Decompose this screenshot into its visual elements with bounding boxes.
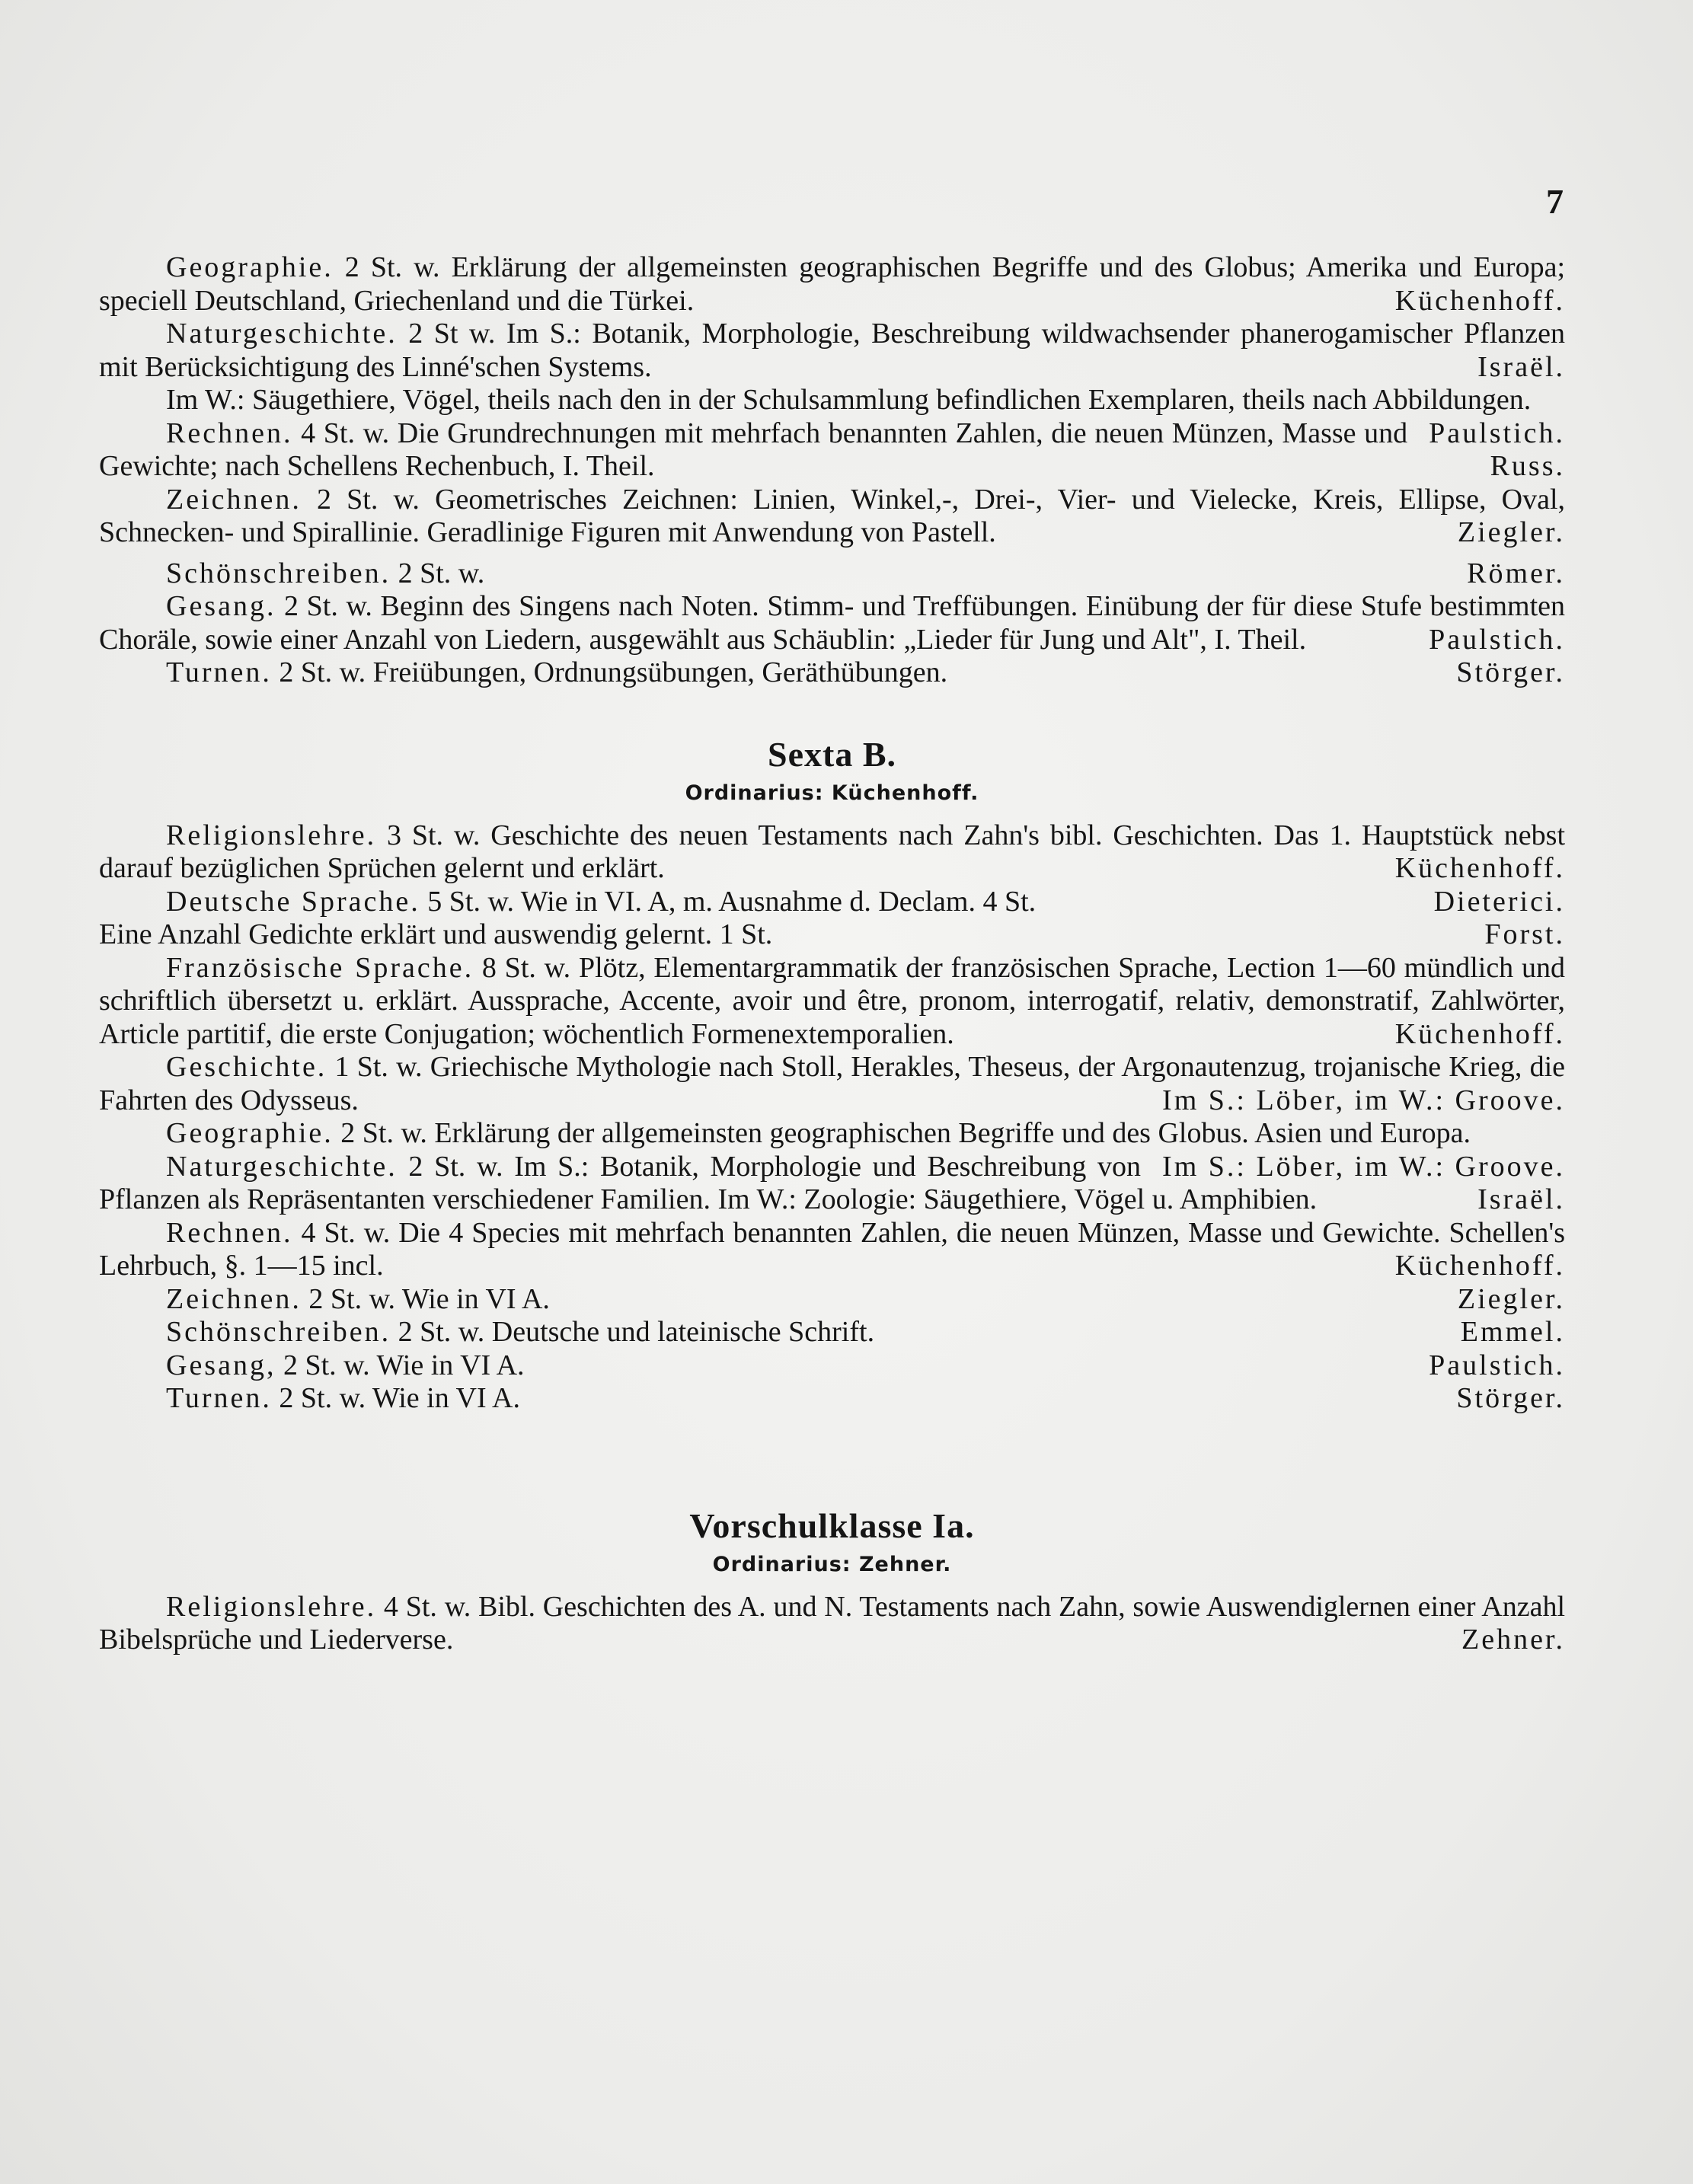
entry-turnen [99,656,1565,690]
teacher-name: Paulstich. [1429,1349,1565,1381]
entry-text: 2 St. w. Wie in VI A. [301,1282,550,1315]
subject-label: Zeichnen. [166,1282,302,1315]
teacher-name: Israël. [1477,350,1565,383]
section-vorschulklasse-ia [99,1591,1565,1657]
block-continued [99,251,1565,690]
section-heading-vorschulklasse-ia: Vorschulklasse Ia. [689,1505,975,1545]
entry-text: 2 St. w. Freiübungen, Ordnungsübungen, Geräthübungen. [271,656,948,688]
section-heading-sexta-b: Sexta B. [768,734,896,774]
subject-label: Französische Sprache. [166,951,474,984]
entry-rechnen [99,1217,1565,1283]
entry-text: 2 St. w. Erklärung der allgemeinsten geographischen Begriffe und des Globus. Asien und Europa. [333,1117,1471,1149]
teacher-name: Forst. [1484,918,1565,950]
teacher-name: Israël. [1477,1183,1565,1215]
entry-gesang [99,1349,1565,1383]
teacher-name: Russ. [1490,450,1565,482]
entry-franzoesische-sprache [99,952,1565,1052]
teacher-name: Paulstich. [1429,623,1565,656]
page-body [99,251,1565,1657]
entry-text: 4 St. w. Die 4 Species mit mehrfach benannten Zahlen, die neuen Münzen, Masse und Gewichte. Schellen's Lehrbuch, §. 1—15 incl. [99,1216,1565,1282]
entry-text: 1 St. w. Griechische Mythologie nach Stoll, Herakles, Theseus, der Argonautenzug, trojanische Krieg, die Fahrten des Odysseus. [99,1051,1565,1116]
entry-zeichnen [99,1283,1565,1317]
teacher-name: Römer. [1467,557,1565,589]
entry-religionslehre [99,819,1565,886]
page-number: 7 [1546,182,1564,221]
subject-label: Rechnen. [166,417,293,449]
teacher-name: Störger. [1456,1382,1565,1414]
subject-label: Deutsche Sprache. [166,885,420,918]
subject-label: Naturgeschichte. [166,318,398,350]
entry-text: Im W.: Säugethiere, Vögel, theils nach den in der Schulsammlung befindlichen Exemplaren, theils nach Abbildungen. [166,384,1532,416]
teacher-name: Im S.: Löber, im W.: Groove. [1162,1084,1565,1116]
subject-label: Geographie. [166,1117,334,1149]
entry-text: 3 St. w. Geschichte des neuen Testaments nach Zahn's bibl. Geschichten. Das 1. Hauptstück nebst darauf bezüglichen Sprüchen gelernt und erklärt. [99,819,1565,884]
entry-text: Eine Anzahl Gedichte erklärt und auswendig gelernt. 1 St. [99,918,773,950]
entry-text: 2 St. w. Wie in VI A. [271,1382,520,1414]
ordinarius-sexta-b: Ordinarius: Küchenhoff. [685,781,979,805]
entry-text: 4 St. w. Bibl. Geschichten des A. und N. Testaments nach Zahn, sowie Auswendiglernen einer Anzahl Bibelsprüche und Liederverse. [99,1590,1565,1656]
entry-text: 5 St. w. Wie in VI. A, m. Ausnahme d. Declam. 4 St. [420,885,1037,918]
entry-geschichte [99,1051,1565,1117]
entry-text: 2 St. w. [391,557,485,589]
subject-label: Turnen. [166,656,272,688]
ordinarius-vorschulklasse-ia: Ordinarius: Zehner. [712,1552,952,1576]
teacher-name: Küchenhoff. [1394,852,1565,884]
entry-schoenschreiben [99,557,1565,591]
subject-label: Religionslehre. [166,1590,377,1623]
entry-gesang [99,590,1565,656]
entry-text: 8 St. w. Plötz, Elementargrammatik der französischen Sprache, Lection 1—60 mündlich und schriftlich übersetzt u. erklärt. Aussprache, Accente, avoir und être, pronom, interrogatif, relativ, demonstratif, Zahlwörter, Article partitif, die erste Conjugation; wöchentlich Formenextemporalien. [99,951,1565,1050]
teacher-name: Emmel. [1460,1316,1565,1348]
section-sexta-b [99,819,1565,1416]
subject-label: Gesang, [166,1349,276,1381]
subject-label: Geschichte. [166,1051,327,1083]
entry-deutsche-sprache-gedichte [99,918,1565,952]
teacher-name: Ziegler. [1457,516,1565,548]
teacher-name: Dieterici. [1433,885,1565,918]
teacher-name: Paulstich. [1429,417,1565,449]
teacher-name: Küchenhoff. [1394,1250,1565,1282]
teacher-name: Im S.: Löber, im W.: Groove. [1162,1150,1565,1183]
subject-label: Schönschreiben. [166,1316,391,1348]
entry-text: 2 St. w. Deutsche und lateinische Schrift. [391,1316,875,1348]
teacher-name: Küchenhoff. [1394,284,1565,317]
entry-religionslehre [99,1591,1565,1657]
entry-naturgeschichte [99,318,1565,384]
subject-label: Geographie. [166,251,334,283]
subject-label: Turnen. [166,1382,272,1414]
entry-turnen [99,1382,1565,1416]
spacer [99,550,1565,557]
teacher-name: Störger. [1456,656,1565,688]
teacher-name: Zehner. [1461,1624,1565,1656]
entry-schoenschreiben [99,1316,1565,1349]
entry-text: 2 St. w. Wie in VI A. [276,1349,525,1381]
subject-label: Zeichnen. [166,483,302,516]
subject-label: Rechnen. [166,1216,293,1249]
entry-geographie [99,251,1565,318]
subject-label: Schönschreiben. [166,557,391,589]
subject-label: Religionslehre. [166,819,377,851]
entry-text: 2 St. w. Erklärung der allgemeinsten geographischen Begriffe und des Globus; Amerika und Europa; speciell Deutschland, Griechenland und die Türkei. [99,251,1565,317]
entry-text: 2 St. w. Beginn des Singens nach Noten. Stimm- und Treffübungen. Einübung der für diese Stufe bestimmten Choräle, sowie einer Anzahl von Liedern, ausgewählt aus Schäublin: „Lieder für Jung und Alt", I. Theil. [99,590,1565,656]
subject-label: Gesang. [166,590,276,622]
entry-zeichnen [99,484,1565,550]
entry-rechnen [99,417,1565,484]
entry-text: 2 St. w. Geometrisches Zeichnen: Linien, Winkel,-, Drei-, Vier- und Vielecke, Kreis, Ellipse, Oval, Schnecken- und Spirallinie. Geradlinige Figuren mit Anwendung von Pastell. [99,483,1565,548]
teacher-name: Küchenhoff. [1394,1017,1565,1050]
entry-text: 2 St. w. Im S.: Botanik, Morphologie und Beschreibung von Pflanzen als Repräsentanten verschiedener Familien. Im W.: Zoologie: Säugethiere, Vögel u. Amphibien. [99,1150,1318,1215]
entry-text: 2 St w. Im S.: Botanik, Morphologie, Beschreibung wildwachsender phanerogamischer Pflanzen mit Berücksichtigung des Linné'schen Systems. [99,318,1565,383]
subject-label: Naturgeschichte. [166,1150,398,1183]
entry-text: 4 St. w. Die Grundrechnungen mit mehrfach benannten Zahlen, die neuen Münzen, Masse und Gewichte; nach Schellens Rechenbuch, I. Theil. [99,417,1408,482]
teacher-name: Ziegler. [1457,1282,1565,1315]
entry-deutsche-sprache [99,886,1565,919]
